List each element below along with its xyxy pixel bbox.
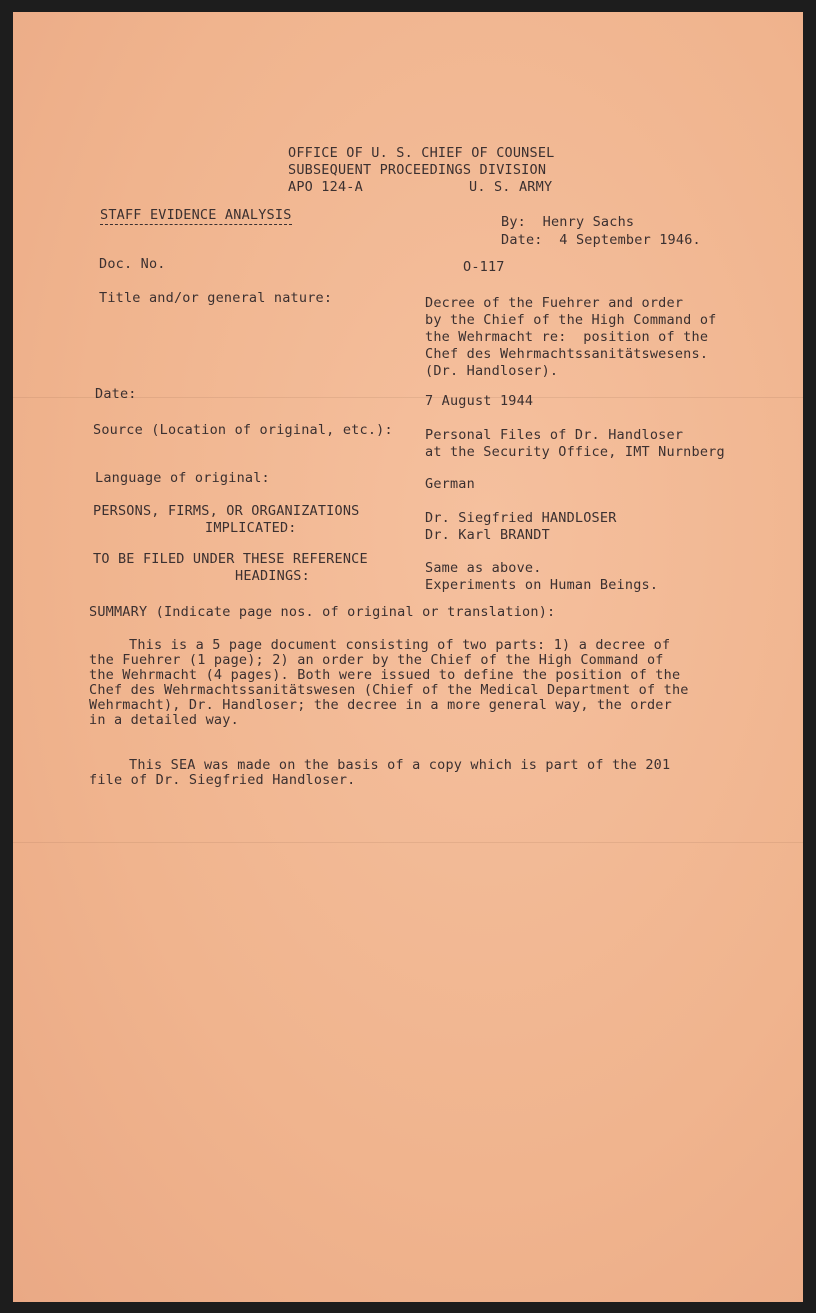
filed-under-value-line: Experiments on Human Beings. <box>425 577 659 593</box>
header-army: U. S. ARMY <box>469 179 553 195</box>
source-value-line: at the Security Office, IMT Nurnberg <box>425 444 725 460</box>
title-value-line: Decree of the Fuehrer and order <box>425 295 684 311</box>
header-office: OFFICE OF U. S. CHIEF OF COUNSEL <box>288 145 555 161</box>
title-value-line: Chef des Wehrmachtssanitätswesens. <box>425 346 709 362</box>
summary-paragraph-2 <box>89 758 689 788</box>
doc-no-label: Doc. No. <box>99 256 166 272</box>
title-value-line: (Dr. Handloser). <box>425 363 559 379</box>
title-value-line: the Wehrmacht re: position of the <box>425 329 709 345</box>
title-label: Title and/or general nature: <box>99 290 333 306</box>
prepared-by: By: Henry Sachs <box>501 214 635 230</box>
source-label: Source (Location of original, etc.): <box>93 422 393 438</box>
doc-no-value: O-117 <box>463 259 505 275</box>
document-page <box>13 12 803 1302</box>
summary-paragraph-1 <box>89 638 689 728</box>
language-value: German <box>425 476 475 492</box>
prepared-date: Date: 4 September 1946. <box>501 232 701 248</box>
language-label: Language of original: <box>95 470 270 486</box>
date-label: Date: <box>95 386 137 402</box>
persons-label: PERSONS, FIRMS, OR ORGANIZATIONS <box>93 503 360 519</box>
persons-value-line: Dr. Karl BRANDT <box>425 527 550 543</box>
filed-under-value-line: Same as above. <box>425 560 542 576</box>
filed-under-headings: HEADINGS: <box>235 568 310 584</box>
title-value-line: by the Chief of the High Command of <box>425 312 717 328</box>
header-division: SUBSEQUENT PROCEEDINGS DIVISION <box>288 162 547 178</box>
filed-under-label: TO BE FILED UNDER THESE REFERENCE <box>93 551 368 567</box>
date-value: 7 August 1944 <box>425 393 534 409</box>
header-apo: APO 124-A <box>288 179 363 195</box>
summary-paragraph-2-text: This SEA was made on the basis of a copy which is part of the 201 file of Dr. Siegfried Handloser. <box>89 757 671 788</box>
paper-crease <box>13 842 803 843</box>
persons-value-line: Dr. Siegfried HANDLOSER <box>425 510 617 526</box>
source-value-line: Personal Files of Dr. Handloser <box>425 427 684 443</box>
persons-label-implicated: IMPLICATED: <box>205 520 297 536</box>
form-title: STAFF EVIDENCE ANALYSIS <box>100 207 292 223</box>
summary-heading: SUMMARY (Indicate page nos. of original or translation): <box>89 604 556 620</box>
summary-paragraph-1-text: This is a 5 page document consisting of two parts: 1) a decree of the Fuehrer (1 page); 2) an order by the Chief of the High Command of the Wehrmacht (4 pages). Both were issued to define the position of the Chef des Wehrmachtssanitätswesen (Chief of the Medical Department of the Wehrmacht), Dr. Handloser; the decree in a more general way, the order in a detailed way. <box>89 637 689 728</box>
